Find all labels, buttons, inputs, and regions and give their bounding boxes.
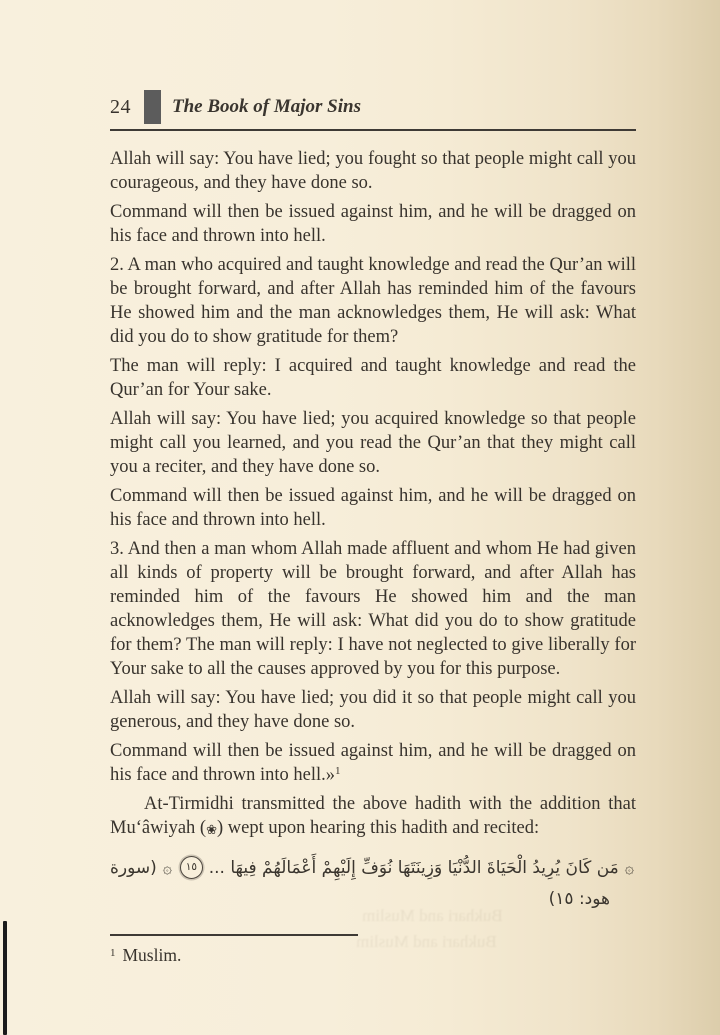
quran-quotation <box>110 849 636 912</box>
tirmidhi-paragraph <box>110 792 636 843</box>
ayah-number: ١٥ <box>185 861 198 874</box>
paragraph: Allah will say: You have lied; you fought so that people might call you courageous, and they have done so. <box>110 149 636 193</box>
page-content <box>110 88 636 966</box>
paragraph-text: At-Tirmidhi transmitted the above hadith with the addition that Mu‘âwiyah ( <box>110 794 636 838</box>
show-through-ghost: Bukhari and Muslim <box>356 932 497 951</box>
footnote-marker: 1 <box>110 947 116 959</box>
quran-verse-line <box>110 849 636 886</box>
surah-reference-start: (سورة <box>110 857 157 878</box>
running-header <box>110 88 636 126</box>
radiallahu-anhu-symbol: ❀ <box>206 823 217 838</box>
footnote <box>110 945 636 966</box>
paragraph: 3. And then a man whom Allah made affluent and whom He had given all kinds of property will be brought forward, and after Allah has reminded him of the favours He showed him and the man acknowledges them, He will ask: What did you do to show gratitude for them? The man will reply: I have not neglected to give liberally for Your sake to all the causes approved by you for this purpose. <box>110 539 636 679</box>
page-number: 24 <box>110 95 131 118</box>
paragraph: 2. A man who acquired and taught knowledge and read the Qur’an will be brought forward, and after Allah has reminded him of the favours He showed him and the man acknowledges them, He will ask: What did you do to show gratitude for them? <box>110 255 636 347</box>
footnote-rule <box>110 934 358 936</box>
paragraph-text: Command will then be issued against him, and he will be dragged on his face and thrown into hell.» <box>110 741 636 785</box>
quran-verse-text: مَن كَانَ يُرِيدُ الْحَيَاةَ الدُّنْيَا وَزِينَتَهَا نُوَفِّ إِلَيْهِمْ أَعْمَالَهُمْ فِيهَا ... <box>208 857 619 878</box>
ayah-number-medallion <box>180 856 203 879</box>
show-through-ghost: Bukhari and Muslim <box>362 906 503 925</box>
paragraph: Allah will say: You have lied; you did it so that people might call you generous, and they have done so. <box>110 688 636 732</box>
running-title: The Book of Major Sins <box>172 96 361 117</box>
footnote-text: Muslim. <box>122 945 182 965</box>
paragraph: Allah will say: You have lied; you acquired knowledge so that people might call you learned, and you read the Qur’an that they might call you a reciter, and they have done so. <box>110 409 636 477</box>
ornate-bracket-open-icon: ۞ <box>624 858 634 877</box>
paragraph: Command will then be issued against him, and he will be dragged on his face and thrown into hell. <box>110 202 636 246</box>
paragraph-text: ) wept upon hearing this hadith and recited: <box>216 818 540 838</box>
ornate-bracket-close-icon: ۞ <box>162 858 173 877</box>
paragraph: Command will then be issued against him, and he will be dragged on his face and thrown into hell. <box>110 486 636 530</box>
paragraph-with-footnote-ref <box>110 739 636 787</box>
surah-reference-end: هود: ١٥) <box>548 889 610 909</box>
book-edge-line <box>3 921 7 1035</box>
footnote-reference: 1 <box>335 765 341 777</box>
paragraph: The man will reply: I acquired and taught knowledge and read the Qur’an for Your sake. <box>110 356 636 400</box>
header-rule <box>110 129 636 131</box>
header-bar-ornament <box>144 90 161 124</box>
